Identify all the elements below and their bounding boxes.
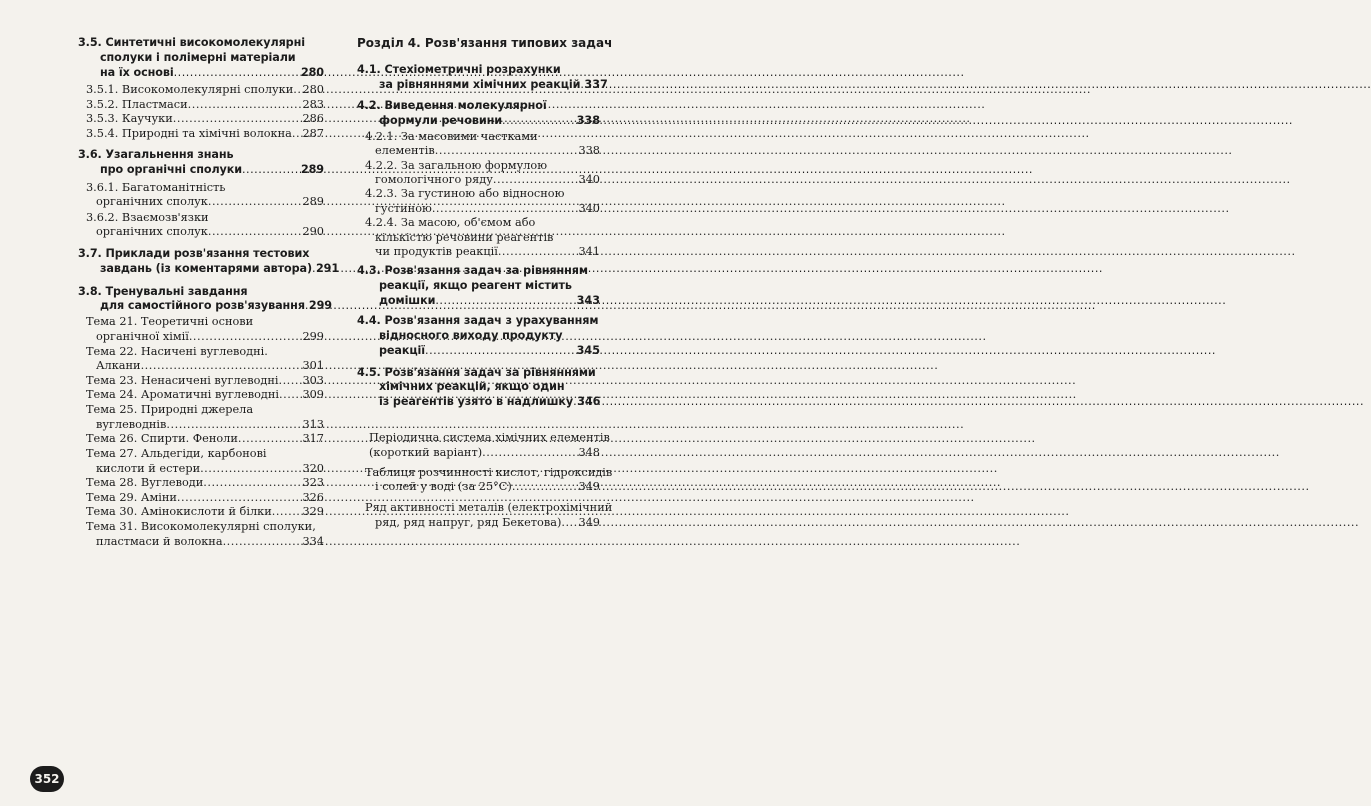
page-ref: 338 <box>578 144 600 157</box>
toc-entry: і солей у воді (за 25°С) ..... 349 <box>375 480 600 493</box>
toc-heading-line: 4.3. Розв'язання задач за рівнянням <box>357 264 588 277</box>
toc-line: Періодична система хімічних елементів <box>369 431 610 444</box>
toc-line: 3.6.1. Багатоманітність <box>86 181 226 194</box>
toc-heading-line: реакції, якщо реагент містить <box>379 279 572 292</box>
page-ref: 326 <box>302 491 324 504</box>
toc-entry: Алкани ..... 301 <box>96 359 324 372</box>
page-ref: 337 <box>584 78 608 91</box>
toc-entry: Тема 30. Амінокислоти й білки ..... 329 <box>86 505 324 518</box>
toc-entry: органічних сполук ..... 289 <box>96 195 324 208</box>
page-ref: 291 <box>315 262 340 275</box>
page-ref: 348 <box>578 446 600 459</box>
toc-line: Тема 25. Природні джерела <box>86 403 254 416</box>
page-ref: 320 <box>302 462 324 475</box>
toc-entry: гомологічного ряду ..... 340 <box>375 173 600 186</box>
toc-heading-line: 3.7. Приклади розв'язання тестових <box>78 247 310 260</box>
toc-entry: про органічні сполуки ..... 289 <box>100 163 324 176</box>
page-ref: 303 <box>302 374 324 387</box>
page-ref: 299 <box>302 330 324 343</box>
toc-heading-line: хімічних реакцій, якщо один <box>379 380 565 393</box>
toc-entry: Тема 28. Вуглеводи ..... 323 <box>86 476 324 489</box>
page-ref: 289 <box>302 195 324 208</box>
toc-line: Тема 22. Насичені вуглеводні. <box>86 345 268 358</box>
toc-entry: чи продуктів реакції ..... 341 <box>375 245 600 258</box>
toc-entry: домішки ..... 343 <box>379 294 600 307</box>
page-number-badge: 352 <box>30 766 64 792</box>
toc-entry: реакції ..... 345 <box>379 344 600 357</box>
toc-entry: із реагентів узято в надлишку ..... 346 <box>379 395 600 408</box>
toc-line: 4.2.4. За масою, об'ємом або <box>365 216 536 229</box>
toc-heading-line: 3.8. Тренувальні завдання <box>78 285 248 298</box>
toc-entry: Тема 23. Ненасичені вуглеводні ..... 303 <box>86 374 324 387</box>
toc-entry: 3.5.2. Пластмаси ..... 283 <box>86 98 324 111</box>
toc-line: Ряд активності металів (електрохімічний <box>365 501 613 514</box>
toc-entry: пластмаси й волокна ..... 334 <box>96 535 324 548</box>
page-ref: 349 <box>578 480 600 493</box>
page-ref: 283 <box>302 98 324 111</box>
toc-heading-line: 3.5. Синтетичні високомолекулярні <box>78 36 305 49</box>
toc-entry: 3.5.1. Високомолекулярні сполуки ..... 280 <box>86 83 324 96</box>
toc-entry: за рівняннями хімічних реакцій ..... 337 <box>379 78 600 91</box>
page-ref: 323 <box>302 476 324 489</box>
toc-line: 4.2.2. За загальною формулою <box>365 159 548 172</box>
toc-line: кількістю речовини реагентів <box>375 231 554 244</box>
page-ref: 343 <box>576 294 600 307</box>
toc-heading-line: 4.5. Розв'язання задач за рівняннями <box>357 366 596 379</box>
toc-entry: вуглеводнів ..... 313 <box>96 418 324 431</box>
toc-entry: на їх основі ..... 280 <box>100 66 324 79</box>
page-ref: 334 <box>302 535 324 548</box>
toc-entry: органічної хімії ..... 299 <box>96 330 324 343</box>
toc-line: 4.2.3. За густиною або відносною <box>365 187 565 200</box>
toc-line: Таблиця розчинності кислот, гідроксидів <box>365 466 613 479</box>
page-ref: 338 <box>576 114 600 127</box>
toc-entry: для самостійного розв'язування ..... 299 <box>100 299 324 312</box>
page-ref: 329 <box>302 505 324 518</box>
page-ref: 299 <box>308 299 332 312</box>
page-ref: 290 <box>302 225 324 238</box>
toc-heading-line: відносного виходу продукту <box>379 329 563 342</box>
page-ref: 280 <box>302 83 324 96</box>
page-ref: 286 <box>302 112 324 125</box>
toc-entry: густиною ..... 340 <box>375 202 600 215</box>
toc-entry: 3.5.3. Каучуки ..... 286 <box>86 112 324 125</box>
page-ref: 349 <box>578 516 600 529</box>
page-ref: 340 <box>578 202 600 215</box>
toc-entry: органічних сполук ..... 290 <box>96 225 324 238</box>
toc-line: Тема 27. Альдегіди, карбонові <box>86 447 267 460</box>
toc-entry: 3.5.4. Природні та хімічні волокна ..... 287 <box>86 127 324 140</box>
section-title: Розділ 4. Розв'язання типових задач <box>357 36 613 50</box>
toc-entry: Тема 24. Ароматичні вуглеводні ..... 309 <box>86 388 324 401</box>
toc-entry: завдань (із коментарями автора) ..... 291 <box>100 262 324 275</box>
toc-line: Тема 31. Високомолекулярні сполуки, <box>86 520 316 533</box>
toc-line: Тема 21. Теоретичні основи <box>86 315 254 328</box>
toc-heading-line: сполуки і полімерні матеріали <box>100 51 296 64</box>
toc-entry: ряд, ряд напруг, ряд Бекетова) ..... 349 <box>375 516 600 529</box>
toc-entry: елементів ..... 338 <box>375 144 600 157</box>
toc-entry: Тема 26. Спирти. Феноли ..... 317 <box>86 432 324 445</box>
page-ref: 341 <box>578 245 600 258</box>
page-ref: 345 <box>576 344 600 357</box>
page-ref: 301 <box>302 359 324 372</box>
page-ref: 313 <box>302 418 324 431</box>
toc-entry: кислоти й естери ..... 320 <box>96 462 324 475</box>
toc-entry: (короткий варіант) ..... 348 <box>369 446 600 459</box>
toc-heading-line: 4.2. Виведення молекулярної <box>357 99 547 112</box>
toc-entry: формули речовини ..... 338 <box>379 114 600 127</box>
page-ref: 289 <box>300 163 324 176</box>
page-ref: 280 <box>300 66 324 79</box>
page-ref: 317 <box>302 432 324 445</box>
toc-heading-line: 4.1. Стехіометричні розрахунки <box>357 63 561 76</box>
page-ref: 346 <box>577 395 601 408</box>
toc-heading-line: 4.4. Розв'язання задач з урахуванням <box>357 314 599 327</box>
toc-heading-line: 3.6. Узагальнення знань <box>78 148 234 161</box>
toc-entry: Тема 29. Аміни ..... 326 <box>86 491 324 504</box>
page-ref: 340 <box>578 173 600 186</box>
toc-line: 3.6.2. Взаємозв'язки <box>86 211 209 224</box>
toc-line: 4.2.1. За масовими частками <box>365 130 538 143</box>
page-ref: 287 <box>302 127 324 140</box>
page-ref: 309 <box>302 388 324 401</box>
